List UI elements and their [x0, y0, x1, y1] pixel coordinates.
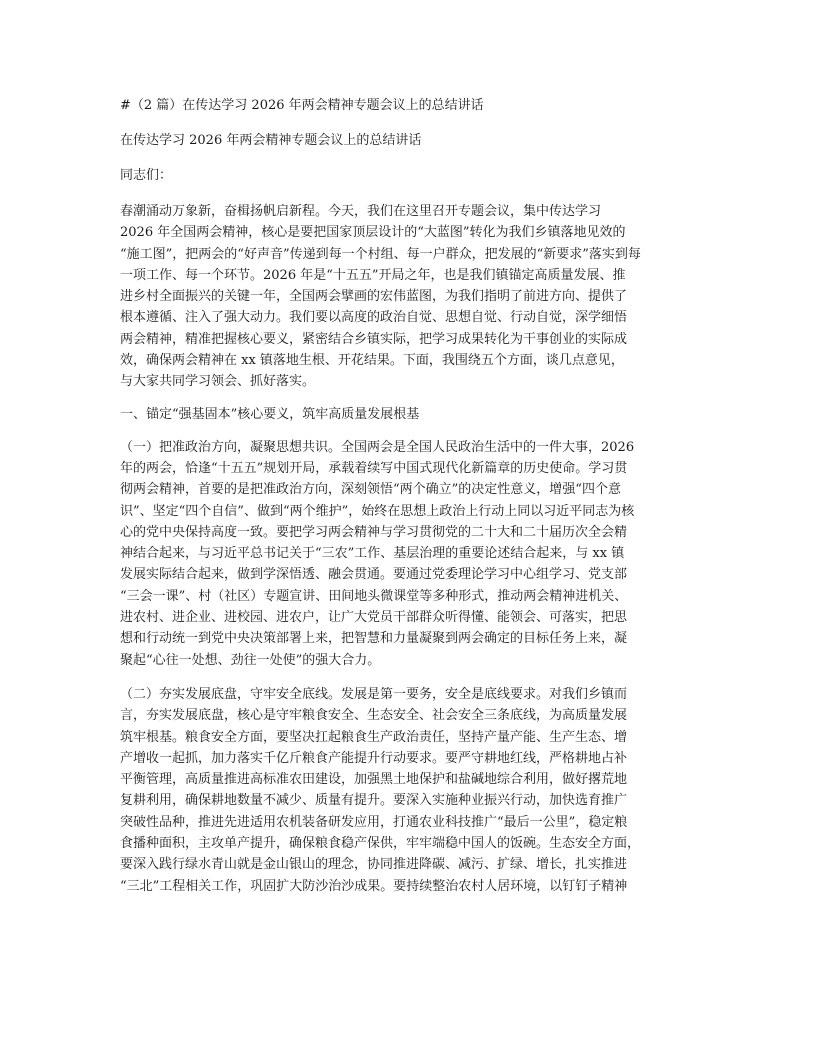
intro-line: 进乡村全面振兴的关键一年，全国两会擘画的宏伟蓝图，为我们指明了前进方向、提供了 — [120, 289, 628, 305]
section-1-line: 识”、坚定“四个自信”、做到“两个维护”，始终在思想上政治上行动上同以习近平同志为核 — [120, 503, 635, 519]
section-heading-1: 一、锚定“强基固本”核心要义，筑牢高质量发展根基 — [120, 406, 420, 422]
section-1-line: 想和行动统一到党中央决策部署上来，把智慧和力量凝聚到两会确定的目标任务上来，凝 — [120, 631, 628, 647]
section-1-line: 发展实际结合起来，做到学深悟透、融会贯通。要通过党委理论学习中心组学习、党支部 — [120, 567, 628, 583]
section-2-line: 平衡管理，高质量推进高标准农田建设，加强黑土地保护和盐碱地综合利用，做好撂荒地 — [120, 772, 628, 788]
greeting: 同志们： — [120, 168, 173, 183]
document-title: #（2 篇）在传达学习 2026 年两会精神专题会议上的总结讲话 — [120, 98, 484, 113]
section-2-paragraph — [120, 684, 706, 897]
section-1-line: （一）把准政治方向，凝聚思想共识。全国两会是全国人民政治生活中的一件大事，2026 — [120, 439, 635, 455]
section-2-line: （二）夯实发展底盘，守牢安全底线。发展是第一要务，安全是底线要求。对我们乡镇而 — [120, 686, 628, 702]
intro-paragraph — [120, 201, 706, 393]
intro-line: “施工图”，把两会的“好声音”传递到每一个村组、每一户群众，把发展的“新要求”落实到每 — [120, 246, 641, 262]
section-1-line: “三会一课”、村（社区）专题宣讲、田间地头微课堂等多种形式，推动两会精神进机关、 — [120, 588, 628, 604]
section-1-paragraph — [120, 437, 706, 671]
document-subtitle: 在传达学习 2026 年两会精神专题会议上的总结讲话 — [120, 133, 422, 148]
section-2-line: 复耕利用，确保耕地数量不减少、质量有提升。要深入实施种业振兴行动，加快选育推广 — [120, 793, 628, 809]
section-1-line: 彻两会精神，首要的是把准政治方向，深刻领悟“两个确立”的决定性意义，增强“四个意 — [120, 482, 621, 498]
intro-line: 两会精神，精准把握核心要义，紧密结合乡镇实际，把学习成果转化为干事创业的实际成 — [120, 331, 628, 347]
intro-line: 效，确保两会精神在 xx 镇落地生根、开花结果。下面，我围绕五个方面，谈几点意见， — [120, 353, 624, 369]
intro-line: 2026 年全国两会精神，核心是要把国家顶层设计的“大蓝图”转化为我们乡镇落地见效的 — [120, 225, 626, 241]
section-2-line: 要深入践行绿水青山就是金山银山的理念，协同推进降碳、减污、扩绿、增长，扎实推进 — [120, 857, 628, 873]
section-2-line: 筑牢根基。粮食安全方面，要坚决扛起粮食生产政治责任，坚持产量产能、生产生态、增 — [120, 729, 628, 745]
section-2-line: 突破性品种，推进先进适用农机装备研发应用，打通农业科技推广“最后一公里”，稳定粮 — [120, 814, 628, 830]
section-1-line: 心的党中央保持高度一致。要把学习两会精神与学习贯彻党的二十大和二十届历次全会精 — [120, 524, 628, 540]
document-page — [120, 96, 706, 909]
section-1-line: 进农村、进企业、进校园、进农户，让广大党员干部群众听得懂、能领会、可落实，把思 — [120, 610, 628, 626]
intro-line: 与大家共同学习领会、抓好落实。 — [120, 374, 316, 390]
section-2-line: “三北”工程相关工作，巩固扩大防沙治沙成果。要持续整治农村人居环境，以钉钉子精神 — [120, 878, 628, 894]
section-2-line: 食播种面积，主攻单产提升，确保粮食稳产保供，牢牢端稳中国人的饭碗。生态安全方面， — [120, 836, 641, 852]
section-2-line: 产增收一起抓，加力落实千亿斤粮食产能提升行动要求。要严守耕地红线，严格耕地占补 — [120, 750, 628, 766]
section-1-line: 神结合起来，与习近平总书记关于“三农”工作、基层治理的重要论述结合起来，与 xx 镇 — [120, 546, 625, 562]
intro-line: 春潮涌动万象新，奋楫扬帆启新程。今天，我们在这里召开专题会议，集中传达学习 — [120, 204, 602, 219]
section-2-line: 言，夯实发展底盘，核心是守牢粮食安全、生态安全、社会安全三条底线，为高质量发展 — [120, 708, 628, 724]
intro-line: 根本遵循、注入了强大动力。我们要以高度的政治自觉、思想自觉、行动自觉，深学细悟 — [120, 310, 628, 326]
intro-line: 一项工作、每一个环节。2026 年是“十五五”开局之年，也是我们镇锚定高质量发展、推 — [120, 267, 626, 283]
section-1-line: 年的两会，恰逢“十五五”规划开局，承载着续写中国式现代化新篇章的历史使命。学习贯 — [120, 460, 628, 476]
section-1-line: 聚起“心往一处想、劲往一处使”的强大合力。 — [120, 652, 381, 668]
